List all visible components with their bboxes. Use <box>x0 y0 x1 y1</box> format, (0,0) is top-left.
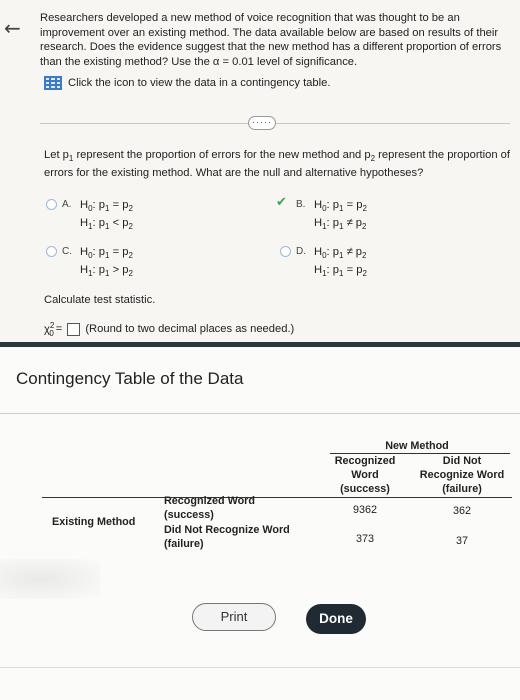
title-separator <box>0 413 520 414</box>
row-group-label: Existing Method <box>52 516 136 528</box>
row-label-failure: Did Not Recognize Word (failure) <box>164 524 290 550</box>
calc-label: Calculate test statistic. <box>44 294 156 306</box>
radio-button[interactable] <box>280 246 291 257</box>
row-label-success: Recognized Word (success) <box>164 495 255 521</box>
option-hypotheses: $H_0$: $p_1 = p_2$ $H_1$: $p_1 \ne p_2$ <box>314 199 367 232</box>
table-icon[interactable] <box>44 76 62 90</box>
question-panel <box>0 0 520 342</box>
cell-failure-success: 373 <box>355 533 374 545</box>
col-header-failure: Did Not Recognize Word (failure) <box>419 455 505 495</box>
contingency-panel <box>0 347 520 700</box>
done-button[interactable]: Done <box>306 604 366 634</box>
option-letter: D. <box>296 246 306 257</box>
expand-button[interactable]: ····· <box>248 116 276 130</box>
radio-button[interactable] <box>46 246 57 257</box>
option-letter: A. <box>62 199 72 210</box>
print-button[interactable]: Print <box>192 603 276 631</box>
question-intro: Researchers developed a new method of voice recognition that was thought to be an improvement over an existing method. The data available below are based on results of their research. Does the evidence suggest that the new method has a different proportion of errors than the existing method? Use the α = 0.01 level of significance. <box>40 12 502 68</box>
hypothesis-prompt: Let $p_1$ represent the proportion of errors for the new method and $p_2$ represent the proportion of errors for the existing method. What are the null and alternative hypotheses? <box>44 149 511 180</box>
bottom-divider <box>0 667 520 668</box>
round-hint: (Round to two decimal places as needed.) <box>85 323 295 336</box>
cell-success-failure: 362 <box>452 505 471 517</box>
blur-artifact <box>0 559 100 599</box>
option-hypotheses: $H_0$: $p_1 \ne p_2$ $H_1$: $p_1 = p_2$ <box>314 246 367 279</box>
radio-button[interactable] <box>46 199 57 210</box>
option-letter: C. <box>62 246 72 257</box>
option-hypotheses: $H_0$: $p_1 = p_2$ $H_1$: $p_1 < p_2$ <box>80 199 133 232</box>
cell-success-success: 9362 <box>352 504 378 516</box>
chi-square-answer: $\chi^2_0$ = (Round to two decimal places as needed.) <box>44 321 295 338</box>
cell-failure-failure: 37 <box>455 535 468 547</box>
back-arrow-icon[interactable]: ← <box>4 16 21 40</box>
data-link[interactable] <box>44 76 330 90</box>
data-link-text: Click the icon to view the data in a contingency table. <box>68 77 331 89</box>
col-header-success: Recognized Word (success) <box>334 455 396 495</box>
contingency-title: Contingency Table of the Data <box>16 369 244 388</box>
chi-symbol: $\chi^2_0$ <box>44 321 55 338</box>
check-icon: ✔ <box>276 195 287 210</box>
option-hypotheses: $H_0$: $p_1 = p_2$ $H_1$: $p_1 > p_2$ <box>80 246 133 279</box>
answer-input[interactable] <box>67 323 80 336</box>
new-method-header: New Method <box>385 440 449 452</box>
option-letter: B. <box>296 199 306 210</box>
